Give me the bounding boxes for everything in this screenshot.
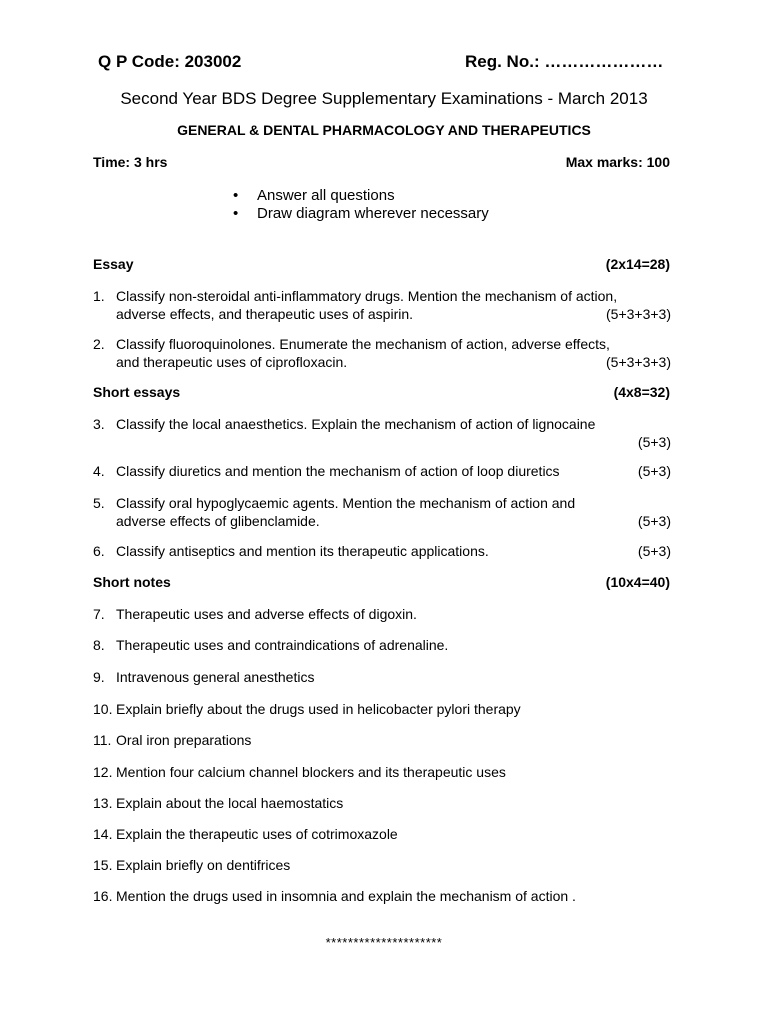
section-title-short-notes: Short notes [93, 574, 171, 590]
question-item: 4. Classify diuretics and mention the mechanism of action of loop diuretics (5+3) [93, 463, 671, 479]
short-note-item: 15. Explain briefly on dentifrices [93, 857, 291, 873]
question-marks: (5+3) [637, 543, 671, 559]
section-marks-essay: (2x14=28) [605, 256, 670, 272]
end-marker: ********************* [325, 935, 443, 950]
question-item: 3. Classify the local anaesthetics. Explain the mechanism of action of lignocaine (5+3) [93, 416, 671, 450]
instruction-item: • Answer all questions [233, 187, 395, 204]
short-note-item: 16. Mention the drugs used in insomnia and explain the mechanism of action . [93, 888, 576, 904]
question-marks: (5+3) [637, 434, 671, 450]
instruction-item: • Draw diagram wherever necessary [233, 205, 489, 222]
short-note-item: 7. Therapeutic uses and adverse effects of digoxin. [93, 606, 417, 622]
question-item: 6. Classify antiseptics and mention its therapeutic applications. (5+3) [93, 543, 671, 559]
qp-code: Q P Code: 203002 [98, 52, 242, 71]
short-note-item: 9. Intravenous general anesthetics [93, 669, 315, 685]
short-note-item: 11. Oral iron preparations [93, 732, 252, 748]
question-item: 5. Classify oral hypoglycaemic agents. Mention the mechanism of action and adverse effects of glibenclamide. (5+3) [93, 495, 671, 529]
short-note-item: 8. Therapeutic uses and contraindications of adrenaline. [93, 637, 449, 653]
section-title-short-essays: Short essays [93, 384, 181, 400]
short-note-item: 10. Explain briefly about the drugs used in helicobacter pylori therapy [93, 701, 521, 717]
question-marks: (5+3) [637, 463, 671, 479]
question-marks: (5+3+3+3) [606, 354, 671, 370]
exam-time: Time: 3 hrs [93, 154, 168, 170]
subject-title: GENERAL & DENTAL PHARMACOLOGY AND THERAPEUTICS [177, 122, 591, 138]
short-note-item: 12. Mention four calcium channel blockers and its therapeutic uses [93, 764, 506, 780]
reg-no: Reg. No.: ………………… [465, 52, 664, 71]
section-marks-short-essays: (4x8=32) [613, 384, 670, 400]
max-marks: Max marks: 100 [565, 154, 670, 170]
section-marks-short-notes: (10x4=40) [605, 574, 670, 590]
question-marks: (5+3) [637, 513, 671, 529]
question-item: 2. Classify fluoroquinolones. Enumerate the mechanism of action, adverse effects, and therapeutic uses of ciprofloxacin. (5+3+3+3) [93, 336, 671, 370]
short-note-item: 14. Explain the therapeutic uses of cotrimoxazole [93, 826, 398, 842]
exam-title: Second Year BDS Degree Supplementary Examinations - March 2013 [120, 89, 648, 108]
short-note-item: 13. Explain about the local haemostatics [93, 795, 344, 811]
question-marks: (5+3+3+3) [606, 306, 671, 322]
section-title-essay: Essay [93, 256, 134, 272]
question-item: 1. Classify non-steroidal anti-inflammatory drugs. Mention the mechanism of action, adverse effects, and therapeutic uses of aspirin. (5+3+3+3) [93, 288, 671, 322]
